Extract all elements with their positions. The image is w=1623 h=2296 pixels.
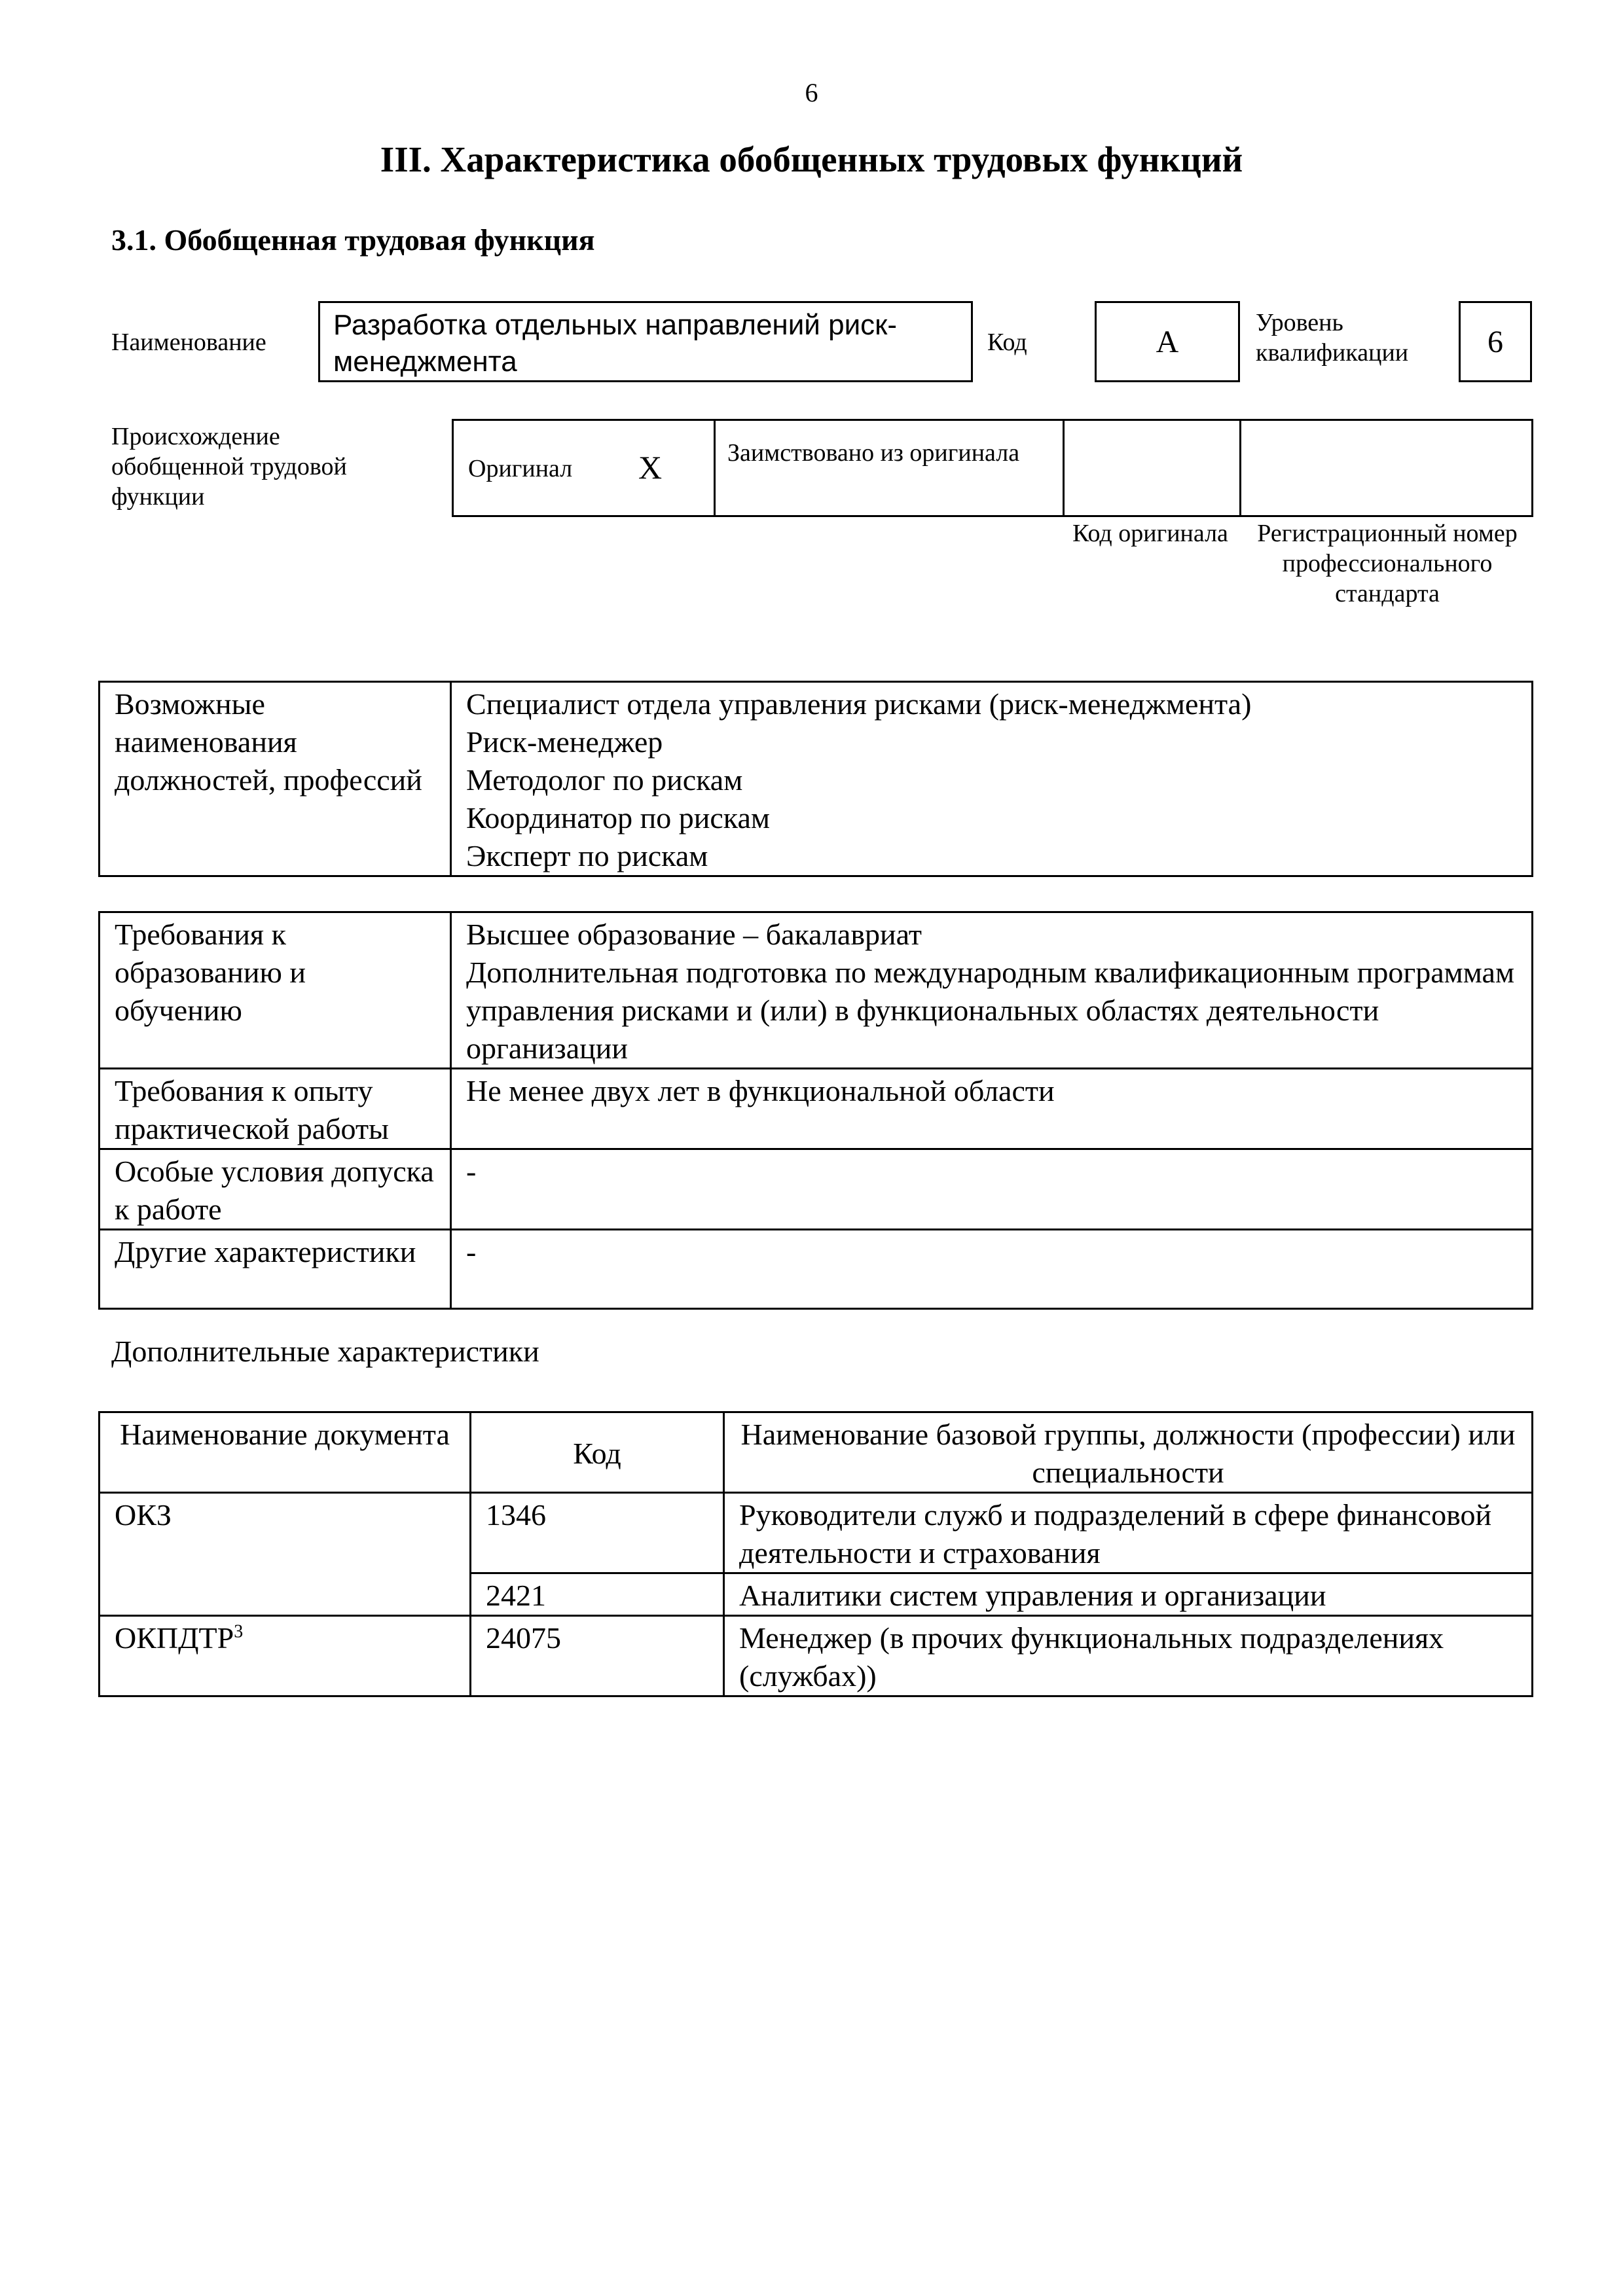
row-code: 24075 (471, 1616, 724, 1696)
level-label: Уровень квалификации (1256, 309, 1409, 367)
req-experience-label: Требования к опыту практической работы (100, 1069, 451, 1149)
section-title: III. Характеристика обобщенных трудовых функций (380, 139, 1243, 179)
footnote-mark: 3 (234, 1621, 244, 1642)
reg-number-caption: Регистрационный номер профессионального стандарта (1257, 520, 1518, 607)
header-name: Наименование базовой группы, должности (профессии) или специальности (724, 1412, 1533, 1493)
page-number: 6 (805, 78, 818, 107)
row-code: 2421 (471, 1573, 724, 1616)
level-value: 6 (1459, 301, 1532, 382)
original-mark: X (638, 449, 663, 486)
req-education-line: Дополнительная подготовка по международным квалификационным программам управления рисками и (или) в функциональных областях деятельности организации (466, 956, 1515, 1065)
header-code: Код (471, 1412, 724, 1493)
code-label: Код (987, 329, 1027, 356)
doc-name: ОКПДТР (115, 1621, 234, 1655)
name-label: Наименование (111, 329, 266, 356)
function-name-value: Разработка отдельных направлений риск-менеджмента (318, 301, 973, 382)
row-name: Аналитики систем управления и организации (724, 1573, 1533, 1616)
requirements-table (98, 911, 1533, 1310)
req-special-label: Особые условия допуска к работе (100, 1149, 451, 1230)
req-experience-value: Не менее двух лет в функциональной области (451, 1069, 1533, 1149)
req-special-value: - (451, 1149, 1533, 1230)
original-label: Оригинал (468, 455, 573, 482)
header-doc: Наименование документа (100, 1412, 471, 1493)
row-name: Менеджер (в прочих функциональных подразделениях (службах)) (724, 1616, 1533, 1696)
req-education-label: Требования к образованию и обучению (100, 912, 451, 1069)
positions-table (98, 681, 1533, 877)
position-item: Риск-менеджер (466, 725, 663, 759)
additional-title: Дополнительные характеристики (111, 1335, 539, 1368)
req-education-value (451, 912, 1533, 1069)
positions-list (451, 682, 1533, 876)
code-original-caption: Код оригинала (1072, 520, 1228, 547)
row-code: 1346 (471, 1493, 724, 1573)
subsection-title: 3.1. Обобщенная трудовая функция (111, 223, 595, 257)
req-other-value: - (451, 1230, 1533, 1309)
origin-label: Происхождение обобщенной трудовой функции (111, 423, 347, 511)
position-item: Эксперт по рискам (466, 839, 708, 872)
origin-box (452, 419, 1533, 517)
position-item: Специалист отдела управления рисками (риск-менеджмента) (466, 687, 1252, 721)
borrowed-label: Заимствовано из оригинала (727, 439, 1020, 467)
row-name: Руководители служб и подразделений в сфере финансовой деятельности и страхования (724, 1493, 1533, 1573)
position-item: Координатор по рискам (466, 801, 770, 834)
additional-table (98, 1411, 1533, 1697)
position-item: Методолог по рискам (466, 763, 743, 797)
code-value: А (1095, 301, 1240, 382)
req-education-line: Высшее образование – бакалавриат (466, 918, 922, 951)
req-other-label: Другие характеристики (100, 1230, 451, 1309)
row-doc: ОКЗ (100, 1493, 471, 1616)
row-doc (100, 1616, 471, 1696)
positions-label: Возможные наименования должностей, профессий (100, 682, 451, 876)
